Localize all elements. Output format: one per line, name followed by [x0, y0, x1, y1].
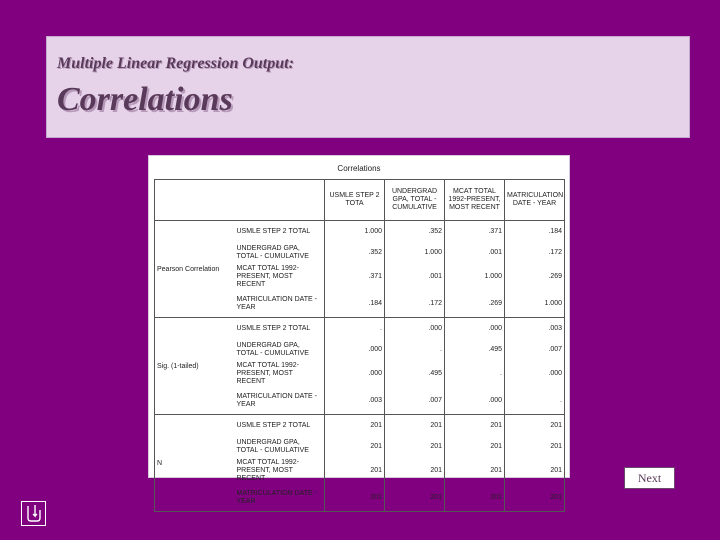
table-cell: 1.000 [385, 242, 445, 263]
column-header: UNDERGRAD GPA, TOTAL - CUMULATIVE [385, 180, 445, 221]
table-cell: .000 [385, 318, 445, 340]
group-label: Sig. (1-tailed) [155, 318, 235, 415]
table-cell: .352 [325, 242, 385, 263]
table-cell: 201 [325, 415, 385, 437]
row-label: USMLE STEP 2 TOTAL [235, 415, 325, 437]
row-label: UNDERGRAD GPA, TOTAL - CUMULATIVE [236, 438, 309, 454]
table-cell: .352 [385, 221, 445, 243]
row-label: MATRICULATION DATE - YEAR [236, 392, 317, 408]
table-cell: 201 [505, 484, 565, 512]
table-cell: .172 [505, 242, 565, 263]
table-cell: .184 [325, 290, 385, 318]
table-cell: 201 [445, 457, 505, 484]
table-cell: . [385, 339, 445, 360]
row-label: MCAT TOTAL 1992-PRESENT, MOST RECENT [236, 458, 300, 482]
table-cell: .371 [445, 221, 505, 243]
table-cell: .000 [445, 387, 505, 415]
table-cell: .007 [505, 339, 565, 360]
table-cell: 201 [505, 436, 565, 457]
group-label: Pearson Correlation [157, 265, 220, 273]
table-cell: .003 [505, 318, 565, 340]
group-label: N [155, 415, 235, 512]
table-cell: 201 [445, 484, 505, 512]
table-cell: 201 [505, 457, 565, 484]
row-label: MATRICULATION DATE - YEAR [236, 489, 317, 505]
row-label: UNDERGRAD GPA, TOTAL - CUMULATIVE [236, 244, 309, 260]
table-cell: .371 [325, 263, 385, 290]
table-cell: 201 [505, 415, 565, 437]
table-cell: .495 [445, 339, 505, 360]
table-cell: .001 [385, 263, 445, 290]
table-cell: 1.000 [325, 221, 385, 243]
table-cell: .000 [445, 318, 505, 340]
return-arrow-icon [22, 502, 45, 525]
table-cell: .000 [325, 339, 385, 360]
correlations-table [154, 179, 565, 512]
column-header: MATRICULATION DATE - YEAR [505, 180, 565, 221]
table-cell: 201 [325, 457, 385, 484]
table-cell: 201 [445, 436, 505, 457]
table-cell: 201 [325, 436, 385, 457]
table-cell: .000 [505, 360, 565, 387]
row-label: MATRICULATION DATE - YEAR [236, 295, 317, 311]
table-cell: 201 [385, 457, 445, 484]
table-cell: .269 [505, 263, 565, 290]
row-label: USMLE STEP 2 TOTAL [236, 227, 311, 235]
table-cell: .000 [325, 360, 385, 387]
table-cell: 201 [325, 484, 385, 512]
table-cell: .007 [385, 387, 445, 415]
table-cell: .269 [445, 290, 505, 318]
return-button[interactable] [21, 501, 46, 526]
table-row [155, 415, 565, 437]
table-cell: .001 [445, 242, 505, 263]
row-label: UNDERGRAD GPA, TOTAL - CUMULATIVE [236, 341, 309, 357]
table-cell: .184 [505, 221, 565, 243]
row-label: MCAT TOTAL 1992-PRESENT, MOST RECENT [236, 361, 300, 385]
table-row [155, 318, 565, 340]
table-cell: 201 [385, 415, 445, 437]
table-cell: . [325, 318, 385, 340]
next-button[interactable]: Next [624, 467, 675, 489]
table-cell: . [505, 387, 565, 415]
table-row [155, 221, 565, 243]
table-cell: 201 [385, 484, 445, 512]
row-label: MCAT TOTAL 1992-PRESENT, MOST RECENT [236, 264, 300, 288]
output-table-title: Correlations [337, 164, 381, 173]
table-cell: 1.000 [505, 290, 565, 318]
table-cell: . [445, 360, 505, 387]
table-cell: 201 [385, 436, 445, 457]
table-cell: .172 [385, 290, 445, 318]
table-cell: .495 [385, 360, 445, 387]
table-cell: 1.000 [445, 263, 505, 290]
slide-title: Correlations [57, 81, 233, 118]
table-header-row [155, 180, 565, 221]
column-header: USMLE STEP 2 TOTA [325, 180, 385, 221]
column-header: MCAT TOTAL 1992-PRESENT, MOST RECENT [445, 180, 505, 221]
row-label: USMLE STEP 2 TOTAL [235, 318, 325, 340]
slide-subtitle: Multiple Linear Regression Output: [57, 55, 294, 72]
title-panel [46, 36, 690, 138]
spss-output-image [148, 155, 570, 505]
table-cell: 201 [445, 415, 505, 437]
table-cell: .003 [325, 387, 385, 415]
